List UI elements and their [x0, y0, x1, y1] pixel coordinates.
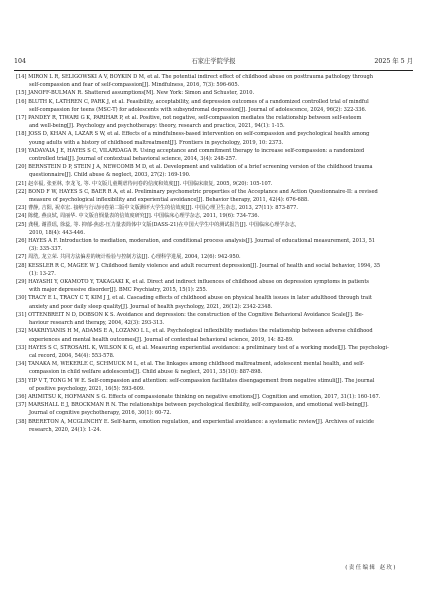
- responsible-editor: (责任编辑 赵玫): [345, 565, 397, 571]
- reference-entry: [29] HAYASHI Y, OKAMOTO Y, TAKAGAKI K, et al. Direct and indirect influences of childhood abuse on depression symptoms in patients: [16, 279, 369, 286]
- reference-continuation: compassion in child welfare adolescents[J]. Child abuse & neglect, 2011, 35(10): 887-898.: [29, 369, 263, 376]
- reference-entry: [30] TRACY E L, TRACY C T, KIM J J, et al. Cascading effects of childhood abuse on physical health issues in later adulthood through trait: [16, 295, 372, 302]
- reference-continuation: young adults with a history of childhood maltreatment[J]. Frontiers in psychology, 2019, 10: 2373.: [29, 139, 284, 146]
- reference-continuation: (1): 13-27.: [29, 270, 56, 277]
- reference-continuation: anxiety and poor daily sleep quality[J]. Journal of health psychology, 2021, 26(12): 2342-2348.: [29, 303, 273, 310]
- reference-continuation: measure of psychological inflexibility and experiential avoidance[J]. Behavior therapy, 2011, 42(4): 676-688.: [29, 197, 309, 204]
- issue-date: 2025 年 5 月: [374, 58, 413, 65]
- reference-list: [16, 73, 411, 434]
- reference-entry: [20] BERNSTEIN D P, STEIN J A, NEWCOMB M D, et al. Development and validation of a brief screening version of the childhood trauma: [16, 164, 373, 171]
- running-header: [14, 57, 413, 69]
- reference-entry: [33] HAYES S C, STROSAHL K, WILSON K G, et al. Measuring experiential avoidance: a preliminary test of a working model[J]. The psychologi-: [16, 344, 389, 351]
- reference-entry: [14] MIRON L R, SELIGOWSKI A V, BOYKIN D M, et al. The potential indirect effect of childhood abuse on posttrauma pathology through: [16, 74, 374, 80]
- reference-continuation: 2010, 18(4): 443-446.: [29, 229, 86, 236]
- reference-entry: [31] OTTENBREIT N D, DOBSON K S. Avoidance and depression: the construction of the Cognitive Behavioral Avoidance Scale[J]. Be-: [16, 311, 364, 318]
- reference-continuation: research, 2020, 24(1): 1-24.: [29, 426, 102, 433]
- reference-continuation: self-compassion for teens (MSC-T) for adolescents with subsyndromal depression[J]. Journal of adolescence, 2024, 96(2): 322-336.: [29, 106, 367, 113]
- reference-continuation: self-compassion and fear of self-compassion[J]. Mindfulness, 2016, 7(3): 596-605.: [29, 82, 240, 89]
- reference-entry: [38] BRERETON A, MCGLINCHY E. Self-harm, emotion regulation, and experiential avoidance: a systematic review[J]. Archives of suicide: [16, 418, 375, 425]
- reference-entry: [37] MARSHALL E J, BROCKMAN R N. The relationships between psychological flexibility, self-compassion, and emotional well-being[J].: [16, 402, 369, 409]
- reference-entry: [18] JOSS D, KHAN A, LAZAR S W, et al. Effects of a mindfulness-based intervention on self-compassion and psychological health among: [16, 131, 370, 138]
- reference-entry: [28] KESSLER R C, MAGEE W J. Childhood family violence and adult recurrent depression[J]. Journal of health and social behavior, 1994, 35: [16, 262, 381, 269]
- reference-entry: [21] 赵幸福, 张亚林, 李龙飞, 等. 中文版儿童期虐待问卷的信度和效度[J]. 中国临床康复, 2005, 9(20): 105-107.: [16, 180, 273, 187]
- reference-continuation: controlled trial[J]. Journal of contextual behavioral science, 2014, 3(4): 248-257.: [29, 156, 237, 163]
- reference-entry: [19] YADAVAIA J E, HAYES S C, VILARDAGA R. Using acceptance and commitment therapy to increase self-compassion: a randomized: [16, 147, 365, 154]
- reference-entry: [32] MAKRIYIANIS H M, ADAMS E A, LOZANO L L, et al. Psychological inflexibility mediates the relationship between adverse childhood: [16, 328, 373, 335]
- reference-entry: [17] PANDEY R, TIWARI G K, PARIHAR P, et al. Positive, not negative, self-compassion mediates the relationship between self-esteem: [16, 115, 362, 122]
- reference-continuation: cal record, 2004, 54(4): 553-578.: [29, 352, 115, 359]
- journal-title: 石家庄学院学报: [191, 58, 236, 65]
- reference-entry: [24] 陈健, 燕良轼, 周丽华. 中文版自悯量表的信效度研究[J]. 中国临床心理学杂志, 2011, 19(6): 734-736.: [16, 213, 260, 220]
- reference-continuation: Journal of cognitive psychotherapy, 2016, 30(1): 60-72.: [29, 410, 172, 417]
- reference-entry: [23] 曹静, 吉阳, 祝卓宏. 接纳与行动问卷第二版中文版测评大学生的信效度[J]. 中国心理卫生杂志, 2013, 27(11): 873-877.: [16, 205, 299, 212]
- reference-entry: [22] BOND F W, HAYES S C, BAER R A, et al. Preliminary psychometric properties of the Acceptance and Action Questionnaire-II: a revised: [16, 188, 378, 195]
- reference-continuation: and well-being[J]. Psychology and psychotherapy: theory, research and practice, 2021, 94(1): 1-15.: [29, 123, 285, 130]
- reference-continuation: of positive psychology, 2021, 16(5): 593-609.: [29, 385, 145, 392]
- reference-entry: [27] 周浩, 龙立荣. 共同方法偏差的统计检验与控制方法[J]. 心理科学进展, 2004, 12(6): 942-950.: [16, 254, 241, 261]
- reference-entry: [16] BLUTH K, LATHREN C, PARK J, et al. Feasibility, acceptability, and depression outcomes of a randomized controlled trial of mindful: [16, 98, 369, 105]
- reference-entry: [35] YIP V T, TONG M W E. Self-compassion and attention: self-compassion facilitates disengagement from negative stimuli[J]. The journal: [16, 377, 375, 384]
- header-rule: [14, 70, 413, 71]
- reference-continuation: (3): 335-337.: [29, 246, 63, 253]
- page-number: 104: [14, 58, 27, 65]
- reference-entry: [25] 龚栩, 谢熹瑶, 徐蕊, 等. 抑郁-焦虑-压力量表简体中文版(DASS-21)在中国大学生中的测试报告[J]. 中国临床心理学杂志,: [16, 221, 297, 228]
- reference-entry: [26] HAYES A F. Introduction to mediation, moderation, and conditional process analysis[J]. Journal of educational measurement, 2013, 51: [16, 238, 376, 245]
- reference-continuation: haviour research and therapy, 2004, 42(3): 293-313.: [29, 320, 165, 327]
- reference-continuation: experiences and mental health outcomes[J]. Journal of contextual behavioral science, 2019, 14: 82-89.: [29, 336, 294, 343]
- reference-continuation: questionnaire[J]. Child abuse & neglect, 2003, 27(2): 169-190.: [29, 172, 191, 179]
- reference-entry: [36] ARIMITSU K, HOFMANN S G. Effects of compassionate thinking on negative emotions[J]. Cognition and emotion, 2017, 31(1): 160-167.: [16, 393, 381, 400]
- reference-entry: [34] TANAKA M, WEKERLE C, SCHMUCK M L, et al. The linkages among childhood maltreatment, adolescent mental health, and self-: [16, 361, 365, 368]
- reference-entry: [15] JANOFF-BULMAN R. Shattered assumptions[M]. New York: Simon and Schuster, 2010.: [16, 90, 255, 97]
- reference-continuation: with major depressive disorder[J]. BMC Psychiatry, 2015, 15(1): 255.: [29, 287, 208, 294]
